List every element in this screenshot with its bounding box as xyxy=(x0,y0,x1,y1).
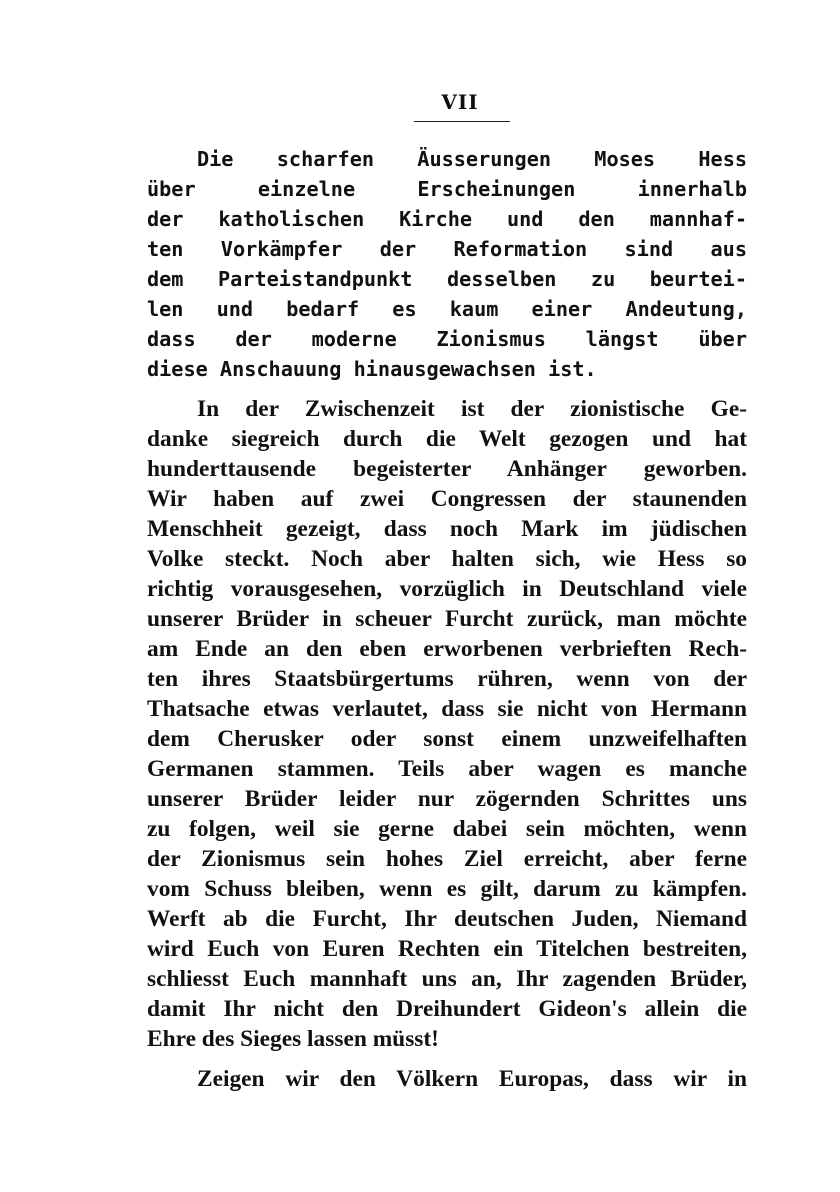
paragraph-1-line: der katholischen Kirche und den mannhaf- xyxy=(147,207,747,231)
paragraph-2-line: Germanen stammen. Teils aber wagen es manche xyxy=(147,756,747,782)
header-rule xyxy=(414,121,510,122)
paragraph-1-line: ten Vorkämpfer der Reformation sind aus xyxy=(147,237,747,261)
paragraph-2-line: der Zionismus sein hohes Ziel erreicht, aber ferne xyxy=(147,846,747,872)
paragraph-2-line: Werft ab die Furcht, Ihr deutschen Juden, Niemand xyxy=(147,906,747,932)
paragraph-2-line: am Ende an den eben erworbenen verbrieften Rech- xyxy=(147,636,747,662)
paragraph-2-line: In der Zwischenzeit ist der zionistische Ge- xyxy=(197,396,747,422)
paragraph-1-line: len und bedarf es kaum einer Andeutung, xyxy=(147,297,747,321)
paragraph-2-line: ten ihres Staatsbürgertums rühren, wenn von der xyxy=(147,666,747,692)
paragraph-2-line: Wir haben auf zwei Congressen der staunenden xyxy=(147,486,747,512)
paragraph-3-line: Zeigen wir den Völkern Europas, dass wir in xyxy=(197,1066,747,1092)
paragraph-2-line: Volke steckt. Noch aber halten sich, wie Hess so xyxy=(147,546,747,572)
paragraph-2-line: Thatsache etwas verlautet, dass sie nicht von Hermann xyxy=(147,696,747,722)
paragraph-2-line: dem Cherusker oder sonst einem unzweifelhaften xyxy=(147,726,747,752)
paragraph-2-line: vom Schuss bleiben, wenn es gilt, darum zu kämpfen. xyxy=(147,876,747,902)
paragraph-2-line: Menschheit gezeigt, dass noch Mark im jüdischen xyxy=(147,516,747,542)
paragraph-2-line: schliesst Euch mannhaft uns an, Ihr zagenden Brüder, xyxy=(147,966,747,992)
paragraph-1-line: dem Parteistandpunkt desselben zu beurtei- xyxy=(147,267,747,291)
paragraph-2-line: Ehre des Sieges lassen müsst! xyxy=(147,1026,439,1052)
paragraph-1-line: dass der moderne Zionismus längst über xyxy=(147,327,747,351)
paragraph-2-line: richtig vorausgesehen, vorzüglich in Deutschland viele xyxy=(147,576,747,602)
paragraph-2-line: danke siegreich durch die Welt gezogen und hat xyxy=(147,426,747,452)
paragraph-1-line: Die scharfen Äusserungen Moses Hess xyxy=(197,147,747,171)
paragraph-2-line: zu folgen, weil sie gerne dabei sein möchten, wenn xyxy=(147,816,747,842)
paragraph-1-line: diese Anschauung hinausgewachsen ist. xyxy=(147,357,597,381)
paragraph-2-line: hunderttausende begeisterter Anhänger geworben. xyxy=(147,456,747,482)
paragraph-2-line: unserer Brüder in scheuer Furcht zurück, man möchte xyxy=(147,606,747,632)
paragraph-2-line: unserer Brüder leider nur zögernden Schrittes uns xyxy=(147,786,747,812)
paragraph-2-line: wird Euch von Euren Rechten ein Titelchen bestreiten, xyxy=(147,936,747,962)
page-number: VII xyxy=(441,90,479,114)
paragraph-2-line: damit Ihr nicht den Dreihundert Gideon's allein die xyxy=(147,996,747,1022)
paragraph-1-line: über einzelne Erscheinungen innerhalb xyxy=(147,177,747,201)
